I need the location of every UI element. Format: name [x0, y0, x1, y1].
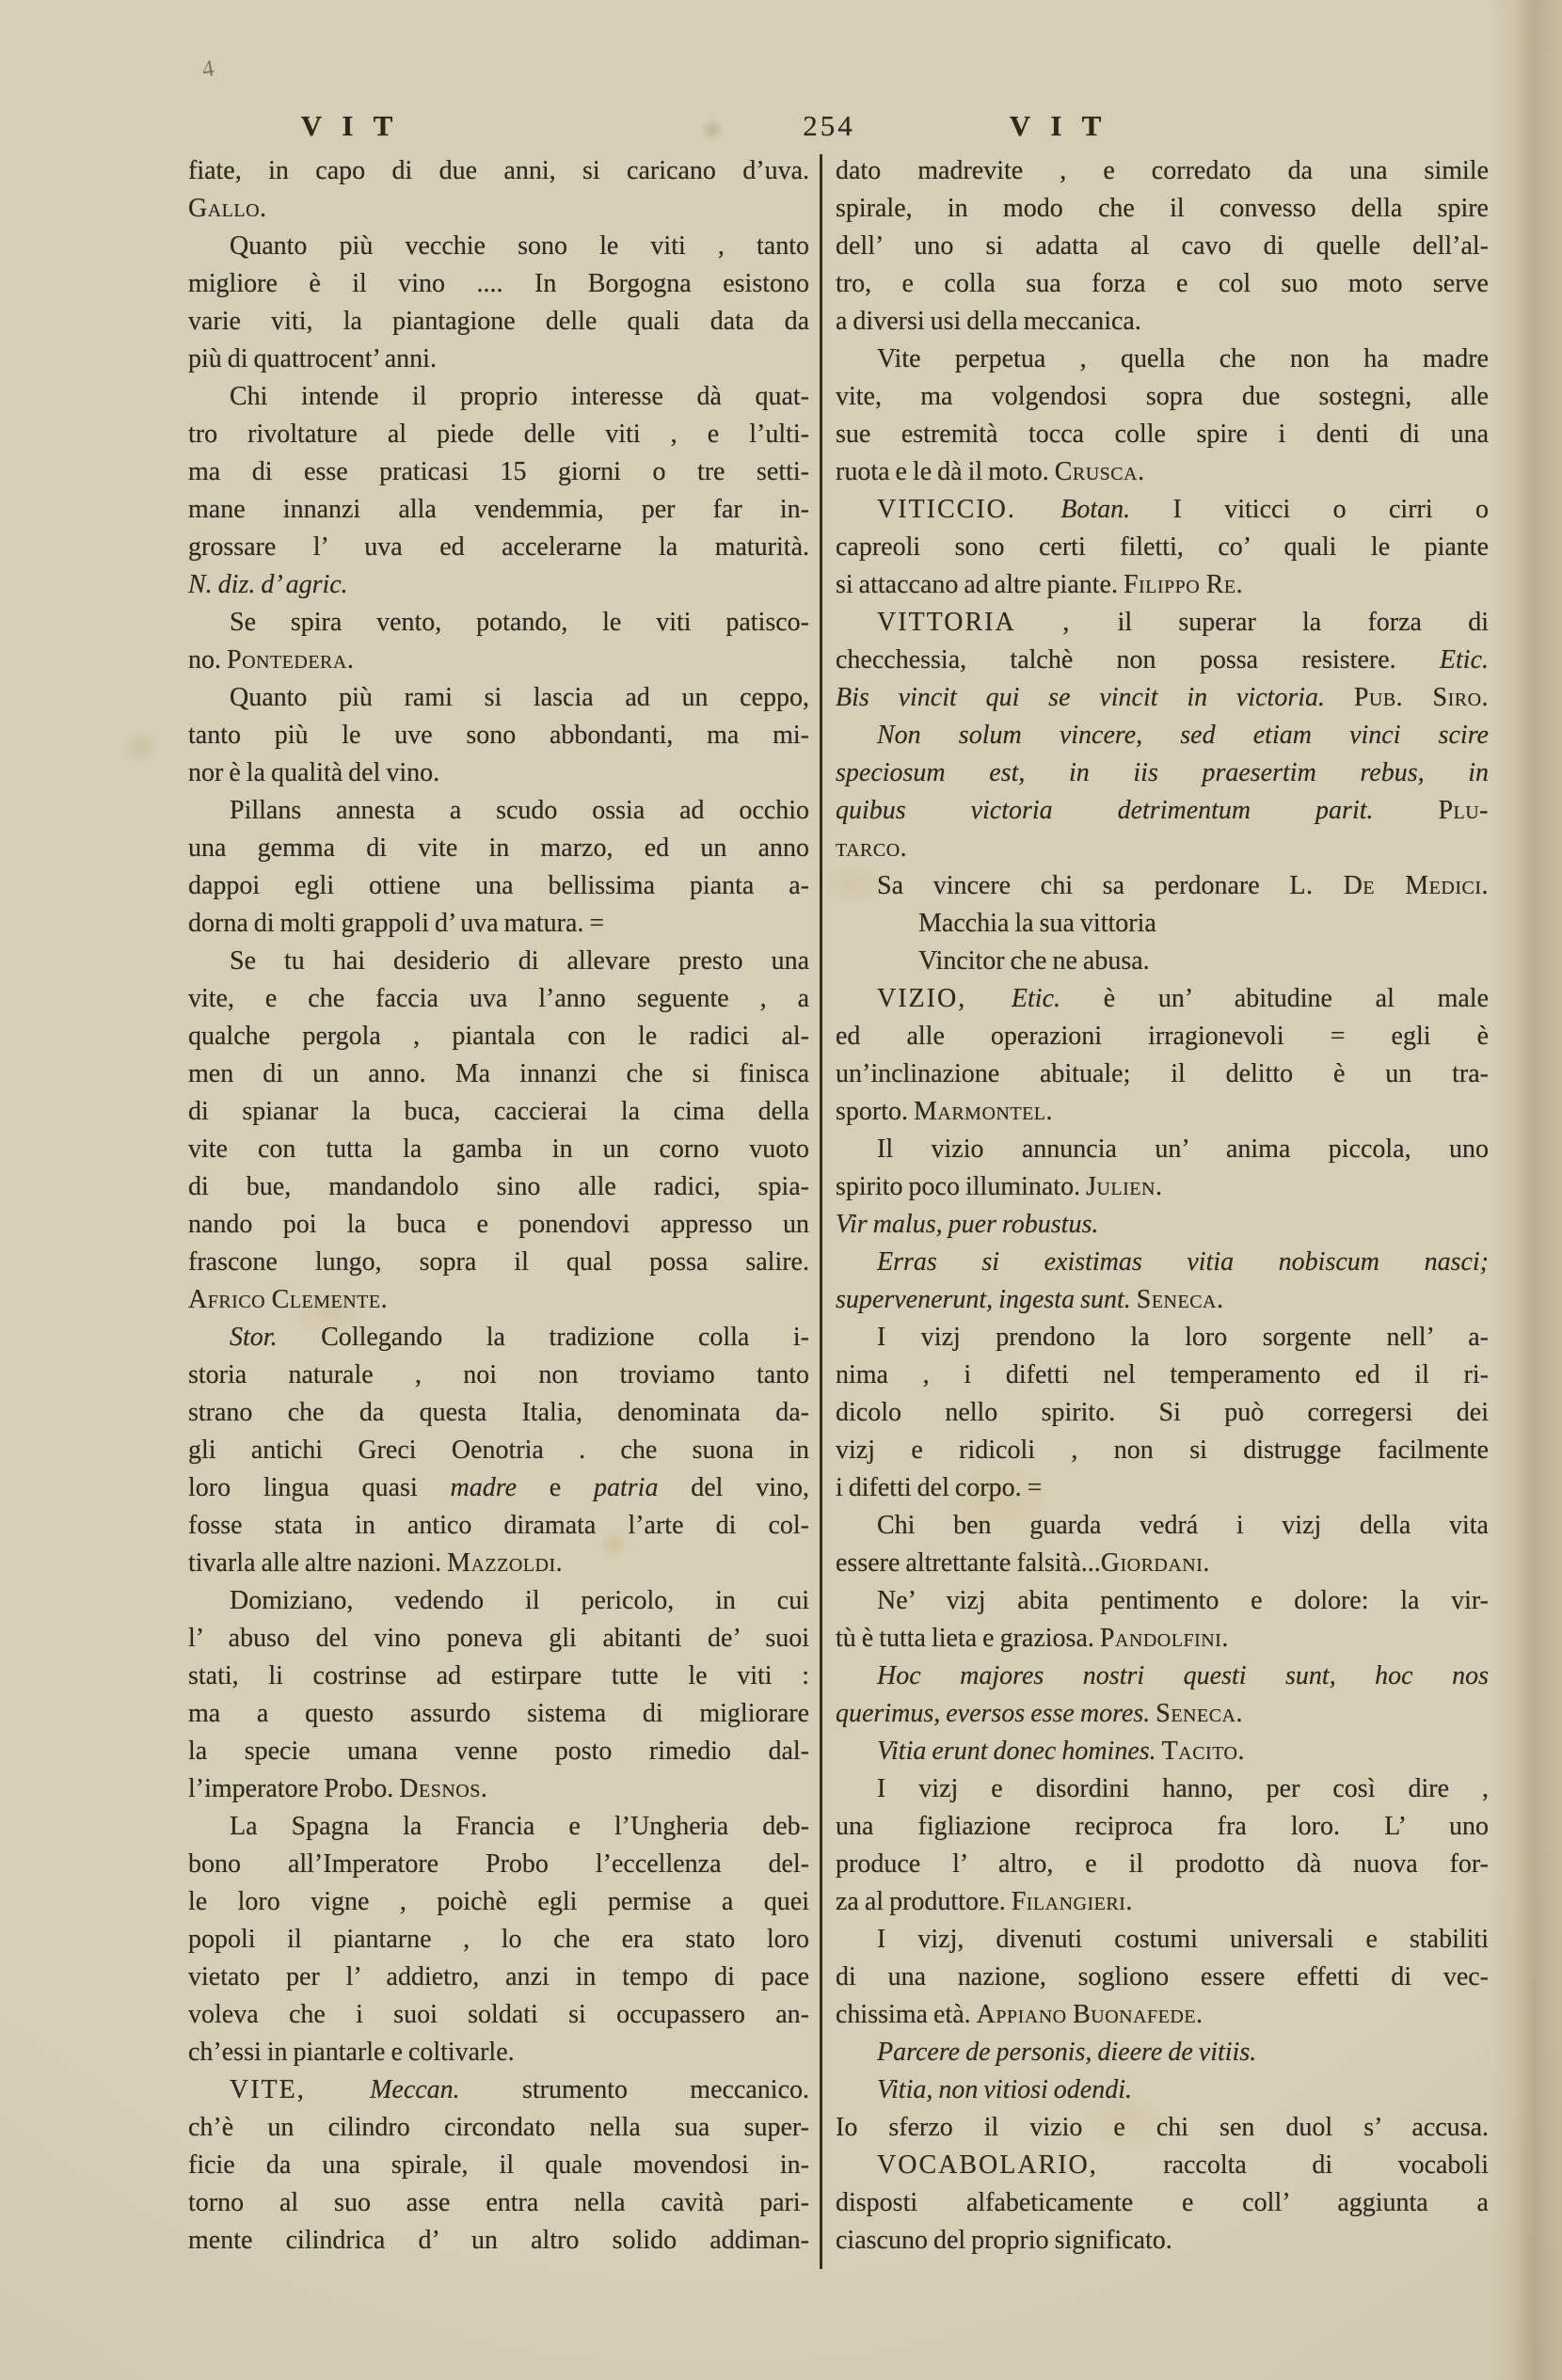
text-segment: un’inclinazione abituale; il delitto è un tra-	[836, 1059, 1489, 1088]
text-line	[836, 2109, 1489, 2147]
text-line	[836, 1733, 1489, 1770]
text-segment: Vitia erunt donec homines.	[877, 1737, 1156, 1766]
text-segment: Gallo.	[188, 194, 267, 223]
text-line	[836, 1883, 1489, 1921]
text-line	[188, 1733, 809, 1770]
text-line	[836, 453, 1489, 491]
text-line	[188, 1357, 809, 1394]
text-segment: Botan.	[1060, 495, 1131, 524]
text-segment: Crusca.	[1054, 457, 1145, 486]
text-segment: ma di esse praticasi 15 giorni o tre setti-	[188, 457, 809, 486]
text-segment: produce l’ altro, e il prodotto dà nuova for-	[836, 1849, 1489, 1879]
text-line	[836, 1658, 1489, 1695]
text-line	[836, 980, 1489, 1018]
text-segment: VITICCIO.	[877, 495, 1061, 524]
text-segment: Chi ben guarda vedrá i vizj della vita	[877, 1511, 1489, 1540]
text-line	[188, 867, 809, 905]
text-segment	[1374, 796, 1439, 825]
column-divider	[820, 154, 822, 2269]
text-segment: sue estremità tocca colle spire i denti di una	[836, 420, 1489, 449]
text-line	[836, 1357, 1489, 1394]
text-segment: tro, e colla sua forza e col suo moto serve	[836, 269, 1489, 298]
text-segment: Desnos.	[399, 1774, 488, 1803]
text-segment: Filangieri.	[1011, 1887, 1133, 1916]
text-line	[188, 717, 809, 754]
text-line	[836, 1131, 1489, 1168]
text-line	[188, 1244, 809, 1281]
text-line	[188, 1281, 809, 1319]
text-segment: Africo Clemente.	[188, 1285, 389, 1314]
text-segment: tivarla alle altre nazioni.	[188, 1548, 448, 1578]
page-edge-shadow	[1489, 0, 1562, 2380]
text-segment: Ne’ vizj abita pentimento e dolore: la vir-	[877, 1586, 1489, 1615]
text-line	[188, 529, 809, 566]
text-line	[836, 1846, 1489, 1883]
text-segment: a diversi usi della meccanica.	[836, 307, 1141, 336]
text-segment: varie viti, la piantagione delle quali data da	[188, 307, 809, 336]
text-line	[836, 1695, 1489, 1733]
text-line	[836, 2222, 1489, 2260]
text-segment: Etic.	[1439, 645, 1489, 674]
text-line	[188, 1394, 809, 1432]
text-line	[836, 378, 1489, 416]
text-segment: qualche pergola , piantala con le radici al-	[188, 1022, 809, 1051]
text-segment: Sa vincere chi sa perdonare	[877, 871, 1290, 900]
text-line	[836, 2071, 1489, 2109]
text-segment: La Spagna la Francia e l’Ungheria deb-	[230, 1812, 809, 1841]
text-line	[188, 341, 809, 378]
text-line	[188, 1582, 809, 1620]
text-line	[188, 1846, 809, 1883]
text-line	[836, 529, 1489, 566]
text-segment: più di quattrocent’ anni.	[188, 344, 437, 373]
text-segment: Macchia la sua vittoria	[918, 909, 1156, 938]
text-segment: I vizj, divenuti costumi universali e stabiliti	[877, 1925, 1489, 1954]
text-line	[188, 905, 809, 943]
text-segment: essere altrettante falsità...	[836, 1548, 1101, 1578]
text-segment: ch’essi in piantarle e coltivarle.	[188, 2038, 515, 2067]
text-segment: Plu-	[1438, 796, 1489, 825]
text-segment: I viticci o cirri o	[1130, 495, 1489, 524]
text-line	[836, 943, 1489, 980]
text-segment: bono all’Imperatore Probo l’eccellenza del-	[188, 1849, 809, 1879]
text-line	[188, 1319, 809, 1357]
text-segment: vietato per l’ addietro, anzi in tempo di pace	[188, 1962, 809, 1991]
text-segment: mane innanzi alla vendemmia, per far in-	[188, 495, 809, 524]
text-segment: men di un anno. Ma innanzi che si finisca	[188, 1059, 809, 1088]
text-segment: Stor.	[230, 1323, 278, 1352]
text-segment: dicolo nello spirito. Si può corregersi dei	[836, 1398, 1489, 1427]
text-segment: Il vizio annuncia un’ anima piccola, uno	[877, 1134, 1489, 1164]
text-line	[836, 1055, 1489, 1093]
text-line	[836, 566, 1489, 604]
text-line	[836, 1545, 1489, 1582]
text-segment: popoli il piantarne , lo che era stato loro	[188, 1925, 809, 1954]
text-line	[836, 1281, 1489, 1319]
text-line	[836, 679, 1489, 717]
text-segment: strumento meccanico.	[459, 2075, 809, 2104]
text-segment: voleva che i suoi soldati si occupassero an-	[188, 2000, 809, 2029]
text-segment: dorna di molti grappoli d’ uva matura. =	[188, 909, 605, 938]
text-segment: dappoi egli ottiene una bellissima pianta a-	[188, 871, 809, 900]
text-segment: di spianar la buca, caccierai la cima della	[188, 1097, 809, 1126]
text-segment: Tacito.	[1161, 1737, 1246, 1766]
text-segment: Se spira vento, potando, le viti patisco-	[230, 608, 809, 637]
text-segment: Quanto più rami si lascia ad un ceppo,	[230, 683, 809, 712]
text-segment: sporto.	[836, 1097, 914, 1126]
text-line	[836, 2034, 1489, 2071]
text-line	[188, 453, 809, 491]
text-line	[188, 754, 809, 792]
text-line	[188, 1808, 809, 1846]
text-line	[188, 1432, 809, 1469]
text-segment: Non solum vincere, sed etiam vinci scire	[877, 721, 1489, 750]
text-line	[188, 642, 809, 679]
text-line	[188, 1206, 809, 1244]
text-segment: I vizj prendono la loro sorgente nell’ a-	[877, 1323, 1489, 1352]
text-segment: Giordani.	[1100, 1548, 1210, 1578]
text-line	[836, 1921, 1489, 1959]
text-segment: no.	[188, 645, 227, 674]
text-line	[836, 303, 1489, 341]
text-line	[836, 1507, 1489, 1545]
text-line	[188, 1545, 809, 1582]
text-segment: frascone lungo, sopra il qual possa salire.	[188, 1247, 809, 1277]
text-segment: è un’ abitudine al male	[1060, 984, 1489, 1013]
text-segment: Vite perpetua , quella che non ha madre	[877, 344, 1489, 373]
text-segment: Seneca.	[1136, 1285, 1224, 1314]
text-segment: speciosum est, in iis praesertim rebus, in	[836, 758, 1489, 787]
text-line	[188, 604, 809, 642]
text-line	[836, 1394, 1489, 1432]
text-line	[836, 1432, 1489, 1469]
text-segment: migliore è il vino .... In Borgogna esistono	[188, 269, 809, 298]
text-segment: vite, e che faccia uva l’anno seguente , a	[188, 984, 809, 1013]
text-line	[188, 1959, 809, 1996]
text-line	[836, 491, 1489, 529]
text-segment: Pub. Siro.	[1353, 683, 1489, 712]
text-segment: loro lingua quasi	[188, 1473, 451, 1502]
text-line	[836, 341, 1489, 378]
text-segment: checchessia, talchè non possa resistere.	[836, 645, 1440, 674]
text-line	[188, 2147, 809, 2184]
text-line	[836, 1168, 1489, 1206]
text-line	[836, 1808, 1489, 1846]
running-head-left: V I T	[300, 109, 400, 142]
text-segment: Domiziano, vedendo il pericolo, in cui	[230, 1586, 809, 1615]
text-line	[836, 1996, 1489, 2034]
text-segment: stati, li costrinse ad estirpare tutte le viti :	[188, 1661, 809, 1690]
text-segment: Appiano Buonafede.	[976, 2000, 1203, 2029]
text-line	[836, 1620, 1489, 1658]
text-segment: fosse stata in antico diramata l’arte di col-	[188, 1511, 809, 1540]
text-segment: la specie umana venne posto rimedio dal-	[188, 1737, 809, 1766]
text-line	[188, 2222, 809, 2260]
text-line	[836, 1770, 1489, 1808]
text-line	[836, 265, 1489, 303]
text-line	[188, 2034, 809, 2071]
text-line	[188, 566, 809, 604]
text-segment: di una nazione, sogliono essere effetti di vec-	[836, 1962, 1489, 1991]
text-segment: grossare l’ uva ed accelerarne la maturità.	[188, 532, 809, 562]
text-segment: ruota e le dà il moto.	[836, 457, 1055, 486]
text-line	[188, 980, 809, 1018]
text-line	[188, 1883, 809, 1921]
text-segment: Filippo Re.	[1123, 570, 1244, 599]
text-segment: dato madrevite , e corredato da una simile	[836, 156, 1489, 185]
text-line	[836, 754, 1489, 792]
text-line	[188, 1921, 809, 1959]
text-line	[188, 303, 809, 341]
text-segment: I vizj e disordini hanno, per così dire ,	[877, 1774, 1489, 1803]
text-segment: Vitia, non vitiosi odendi.	[877, 2075, 1133, 2104]
text-line	[188, 378, 809, 416]
text-segment: Meccan.	[370, 2075, 460, 2104]
text-segment: e	[517, 1473, 594, 1502]
text-segment: fiate, in capo di due anni, si caricano d’uva.	[188, 156, 809, 185]
text-line	[836, 228, 1489, 265]
text-segment: Parcere de personis, dieere de vitiis.	[877, 2038, 1257, 2067]
text-segment: storia naturale , noi non troviamo tanto	[188, 1360, 809, 1389]
text-segment: Julien.	[1086, 1172, 1163, 1201]
text-segment: di bue, mandandolo sino alle radici, spia-	[188, 1172, 809, 1201]
text-segment: strano che da questa Italia, denominata da-	[188, 1398, 809, 1427]
text-segment: del vino,	[658, 1473, 809, 1502]
text-segment: L. De Medici.	[1289, 871, 1489, 900]
text-line	[188, 190, 809, 228]
text-line	[188, 416, 809, 453]
text-line	[836, 1244, 1489, 1281]
text-segment: Quanto più vecchie sono le viti , tanto	[230, 231, 809, 261]
text-line	[188, 1093, 809, 1131]
text-segment: i difetti del corpo. =	[836, 1473, 1043, 1502]
text-segment: madre	[450, 1473, 518, 1502]
text-segment: nor è la qualità del vino.	[188, 758, 440, 787]
text-segment: una gemma di vite in marzo, ed un anno	[188, 833, 809, 863]
text-segment: Hoc majores nostri questi sunt, hoc nos	[877, 1661, 1489, 1690]
text-line	[188, 2109, 809, 2147]
text-segment: mente cilindrica d’ un altro solido addiman-	[188, 2226, 809, 2255]
text-segment: VIZIO,	[877, 984, 1012, 1013]
text-segment: Io sferzo il vizio e chi sen duol s’ accusa.	[836, 2113, 1489, 2142]
text-line	[188, 1658, 809, 1695]
text-line	[188, 679, 809, 717]
text-segment: Pillans annesta a scudo ossia ad occhio	[230, 796, 809, 825]
text-segment: vite, ma volgendosi sopra due sostegni, alle	[836, 382, 1489, 411]
text-line	[188, 1996, 809, 2034]
text-line	[836, 867, 1489, 905]
text-line	[188, 1770, 809, 1808]
text-segment: spirito poco illuminato.	[836, 1172, 1087, 1201]
text-line	[188, 1168, 809, 1206]
text-line	[188, 1018, 809, 1055]
text-segment: Collegando la tradizione colla i-	[277, 1323, 809, 1352]
page-number: 254	[803, 109, 855, 142]
text-line	[836, 1582, 1489, 1620]
text-segment: tro rivoltature al piede delle viti , e l’ulti-	[188, 420, 809, 449]
text-line	[836, 2184, 1489, 2222]
text-line	[836, 152, 1489, 190]
text-line	[836, 717, 1489, 754]
text-segment: tù è tutta lieta e graziosa.	[836, 1624, 1100, 1653]
text-segment: N. diz. d’ agric.	[188, 570, 348, 599]
text-segment: VOCABOLARIO,	[877, 2150, 1098, 2180]
text-segment: raccolta di vocaboli	[1097, 2150, 1489, 2180]
text-line	[188, 1695, 809, 1733]
text-line	[188, 265, 809, 303]
text-line	[836, 604, 1489, 642]
text-segment: Marmontel.	[914, 1097, 1053, 1126]
text-segment: Vir malus, puer robustus.	[836, 1210, 1099, 1239]
text-segment: vizj e ridicoli , non si distrugge facilmente	[836, 1436, 1489, 1465]
text-line	[188, 830, 809, 867]
text-line	[836, 190, 1489, 228]
text-segment: quibus victoria detrimentum parit.	[836, 796, 1374, 825]
text-line	[188, 2184, 809, 2222]
text-segment: tarco.	[836, 833, 908, 863]
text-line	[836, 1093, 1489, 1131]
text-segment: Bis vincit qui se vincit in victoria.	[836, 683, 1326, 712]
text-line	[836, 1959, 1489, 1996]
text-segment: ed alle operazioni irragionevoli = egli è	[836, 1022, 1489, 1051]
text-line	[836, 1469, 1489, 1507]
text-line	[836, 1319, 1489, 1357]
text-segment: za al produttore.	[836, 1887, 1012, 1916]
text-line	[188, 792, 809, 830]
text-segment: Pontedera.	[227, 645, 355, 674]
text-segment: Etic.	[1011, 984, 1060, 1013]
ink-mark: 4	[199, 56, 216, 83]
text-segment: Chi intende il proprio interesse dà quat-	[230, 382, 809, 411]
text-line	[188, 2071, 809, 2109]
text-segment: dell’ uno si adatta al cavo di quelle dell’al-	[836, 231, 1489, 261]
text-line	[836, 642, 1489, 679]
text-line	[836, 1206, 1489, 1244]
text-line	[188, 1507, 809, 1545]
text-segment: Mazzoldi.	[447, 1548, 564, 1578]
text-line	[836, 416, 1489, 453]
text-segment: querimus, eversos esse mores.	[836, 1699, 1151, 1728]
text-line	[188, 491, 809, 529]
text-segment: capreoli sono certi filetti, co’ quali le piante	[836, 532, 1489, 562]
text-segment: VITE,	[230, 2075, 371, 2104]
text-segment: nima , i difetti nel temperamento ed il ri-	[836, 1360, 1489, 1389]
text-segment: vite con tutta la gamba in un corno vuoto	[188, 1134, 809, 1164]
text-segment: il superar la forza di	[1071, 608, 1489, 637]
text-line	[188, 152, 809, 190]
text-segment: Seneca.	[1156, 1699, 1243, 1728]
text-segment: supervenerunt, ingesta sunt.	[836, 1285, 1131, 1314]
text-segment: Erras si existimas vitia nobiscum nasci;	[877, 1247, 1489, 1277]
text-segment: ch’è un cilindro circondato nella sua super-	[188, 2113, 809, 2142]
text-segment: torno al suo asse entra nella cavità pari-	[188, 2188, 809, 2217]
text-segment: VITTORIA ,	[877, 608, 1072, 637]
text-segment: ciascuno del proprio significato.	[836, 2226, 1172, 2255]
text-line	[188, 228, 809, 265]
text-line	[836, 2147, 1489, 2184]
right-column	[836, 152, 1489, 2260]
text-segment: l’ abuso del vino poneva gli abitanti de’ suoi	[188, 1624, 809, 1653]
left-column	[188, 152, 809, 2260]
text-segment: una figliazione reciproca fra loro. L’ uno	[836, 1812, 1489, 1841]
text-segment: si attaccano ad altre piante.	[836, 570, 1124, 599]
text-line	[836, 830, 1489, 867]
text-segment: Se tu hai desiderio di allevare presto una	[230, 946, 809, 976]
text-segment: le loro vigne , poichè egli permise a quei	[188, 1887, 809, 1916]
text-segment: nando poi la buca e ponendovi appresso un	[188, 1210, 809, 1239]
text-line	[188, 1620, 809, 1658]
text-segment: disposti alfabeticamente e coll’ aggiunta a	[836, 2188, 1489, 2217]
text-segment: l’imperatore Probo.	[188, 1774, 400, 1803]
text-line	[188, 943, 809, 980]
text-segment: chissima età.	[836, 2000, 977, 2029]
text-line	[188, 1131, 809, 1168]
text-segment	[1325, 683, 1354, 712]
text-segment: Pandolfini.	[1099, 1624, 1229, 1653]
text-line	[836, 1018, 1489, 1055]
text-line	[836, 792, 1489, 830]
text-line	[188, 1055, 809, 1093]
text-segment: ma a questo assurdo sistema di migliorare	[188, 1699, 809, 1728]
text-segment: Vincitor che ne abusa.	[918, 946, 1150, 976]
running-head-right: V I T	[1009, 109, 1108, 142]
text-segment: ficie da una spirale, il quale movendosi in-	[188, 2150, 809, 2180]
text-line	[188, 1469, 809, 1507]
text-segment: spirale, in modo che il convesso della spire	[836, 194, 1489, 223]
text-segment: patria	[593, 1473, 659, 1502]
text-line	[836, 905, 1489, 943]
text-segment: tanto più le uve sono abbondanti, ma mi-	[188, 721, 809, 750]
text-segment: gli antichi Greci Oenotria . che suona in	[188, 1436, 809, 1465]
